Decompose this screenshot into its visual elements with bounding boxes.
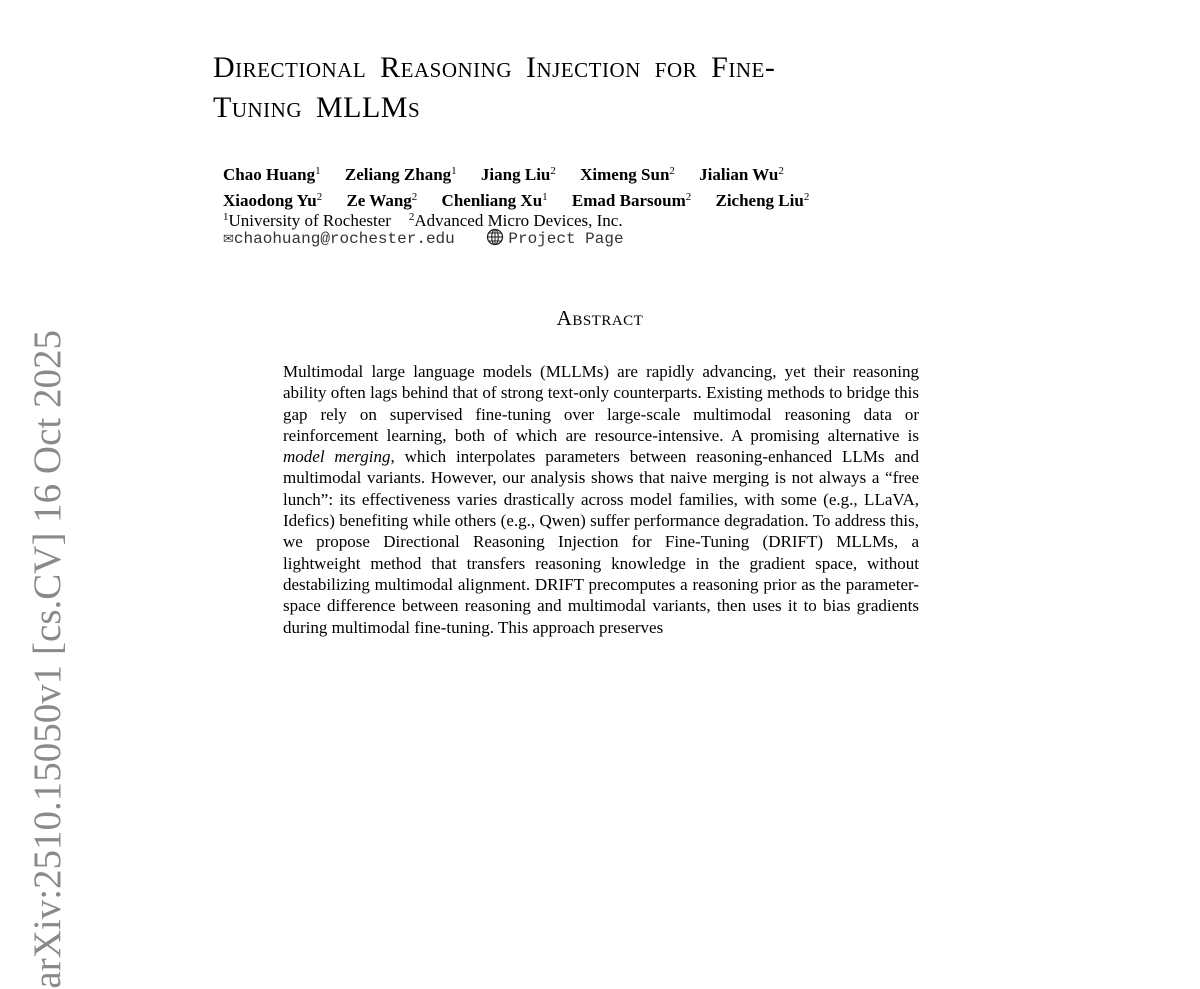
author: Chenliang Xu$^1$	[441, 191, 548, 210]
author: Xiaodong Yu$^2$	[223, 191, 323, 210]
author: Ximeng Sun$^2$	[580, 165, 675, 184]
author: Emad Barsoum$^2$	[571, 191, 692, 210]
abstract-text-2: , which interpolates parameters between reasoning-enhanced LLMs and multimodal variants. However, our analysis shows that naive merging is not always a “free lunch”: its effectiveness varies drastically across model families, with some (e.g., LLaVA, Idefics) benefiting while others (e.g., Qwen) suffer performance degradation. To address this, we propose Directional Reasoning Injection for Fine-Tuning (DRIFT) MLLMs, a lightweight method that transfers reasoning knowledge in the gradient space, without destabilizing multimodal alignment. DRIFT precomputes a reasoning prior as the parameter-space difference between reasoning and multimodal variants, then uses it to bias gradients during multimodal fine-tuning. This approach preserves	[283, 447, 919, 637]
abstract-text-1: Multimodal large language models (MLLMs) are rapidly advancing, yet their reasoning ability often lags behind that of strong text-only counterparts. Existing methods to bridge this gap rely on supervised fine-tuning over large-scale multimodal reasoning data or reinforcement learning, both of which are resource-intensive. A promising alternative is	[283, 362, 919, 445]
author: Zeliang Zhang$^1$	[344, 165, 457, 184]
author: Zicheng Liu$^2$	[715, 191, 810, 210]
email-link[interactable]: chaohuang@rochester.edu	[233, 230, 455, 248]
author: Chao Huang$^1$	[223, 165, 321, 184]
author-list	[223, 160, 829, 212]
author: Jialian Wu$^2$	[699, 165, 784, 184]
paper-title	[213, 48, 1003, 128]
affiliations: $^1$University of Rochester $^2$Advanced Micro Devices, Inc.	[223, 211, 623, 230]
globe-icon	[486, 228, 504, 253]
title-line-1: Directional Reasoning Injection for Fine-	[213, 51, 776, 84]
arxiv-identifier: arXiv:2510.15050v1 [cs.CV] 16 Oct 2025	[26, 330, 69, 989]
affiliation: University of Rochester	[228, 211, 391, 230]
author: Ze Wang$^2$	[346, 191, 418, 210]
contact-line	[223, 228, 624, 253]
envelope-icon: ✉	[223, 232, 234, 247]
arxiv-stamp	[26, 330, 69, 989]
abstract-heading: Abstract	[556, 306, 644, 330]
author: Jiang Liu$^2$	[480, 165, 556, 184]
abstract-body	[283, 361, 919, 638]
abstract-emphasis: model merging	[283, 447, 391, 467]
title-line-2: Tuning MLLMs	[213, 91, 421, 124]
affiliation: Advanced Micro Devices, Inc.	[414, 211, 623, 230]
project-page-link[interactable]: Project Page	[508, 230, 624, 248]
author-row-1	[223, 160, 829, 186]
